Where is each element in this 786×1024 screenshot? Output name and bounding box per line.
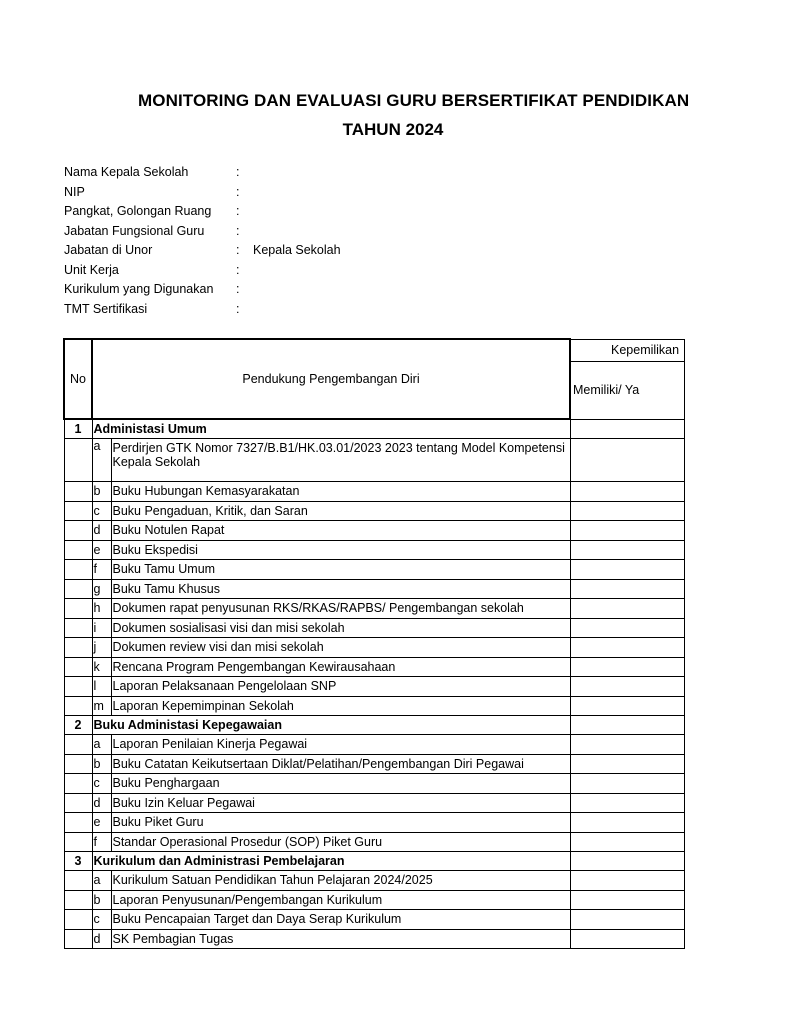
info-label: Nama Kepala Sekolah [64, 165, 189, 179]
item-text: Perdirjen GTK Nomor 7327/B.B1/HK.03.01/2023 2023 tentang Model Kompetensi Kepala Sekolah [111, 439, 570, 482]
item-text: SK Pembagian Tugas [111, 929, 570, 949]
ownership-cell[interactable] [570, 482, 684, 502]
info-colon: : [236, 282, 240, 296]
ownership-cell[interactable] [570, 560, 684, 580]
monitoring-table [63, 338, 685, 949]
item-letter: b [92, 890, 111, 910]
item-text: Buku Catatan Keikutsertaan Diklat/Pelatihan/Pengembangan Diri Pegawai [111, 754, 570, 774]
ownership-cell[interactable] [570, 696, 684, 716]
ownership-cell[interactable] [570, 540, 684, 560]
table-row [64, 521, 684, 541]
item-text: Buku Tamu Umum [111, 560, 570, 580]
item-letter: g [92, 579, 111, 599]
section-row [64, 852, 684, 871]
table-row [64, 793, 684, 813]
item-letter: j [92, 638, 111, 658]
table-row [64, 774, 684, 794]
ownership-cell[interactable] [570, 890, 684, 910]
item-text: Rencana Program Pengembangan Kewirausahaan [111, 657, 570, 677]
row-number-cell [64, 754, 92, 774]
section-title: Administasi Umum [92, 419, 570, 439]
ownership-cell[interactable] [570, 716, 684, 735]
table-row [64, 657, 684, 677]
row-number-cell [64, 599, 92, 619]
row-number-cell [64, 638, 92, 658]
item-text: Kurikulum Satuan Pendidikan Tahun Pelajaran 2024/2025 [111, 871, 570, 891]
page-title: MONITORING DAN EVALUASI GURU BERSERTIFIKAT PENDIDIKAN [138, 91, 690, 110]
item-text: Buku Ekspedisi [111, 540, 570, 560]
row-number-cell [64, 521, 92, 541]
info-colon: : [236, 262, 240, 277]
ownership-cell[interactable] [570, 657, 684, 677]
header-no: No [64, 339, 92, 419]
ownership-cell[interactable] [570, 832, 684, 852]
row-number-cell [64, 832, 92, 852]
row-number-cell [64, 735, 92, 755]
ownership-cell[interactable] [570, 638, 684, 658]
item-letter: c [92, 501, 111, 521]
ownership-cell[interactable] [570, 774, 684, 794]
item-text: Laporan Penyusunan/Pengembangan Kurikulum [111, 890, 570, 910]
row-number-cell [64, 657, 92, 677]
table-row [64, 540, 684, 560]
table-row [64, 560, 684, 580]
section-number: 3 [64, 852, 92, 871]
item-text: Buku Hubungan Kemasyarakatan [111, 482, 570, 502]
table-row [64, 813, 684, 833]
ownership-cell[interactable] [570, 910, 684, 930]
row-number-cell [64, 501, 92, 521]
header-pendukung: Pendukung Pengembangan Diri [92, 339, 570, 419]
ownership-cell[interactable] [570, 599, 684, 619]
table-row [64, 754, 684, 774]
info-label: Unit Kerja [64, 262, 119, 277]
row-number-cell [64, 910, 92, 930]
row-number-cell [64, 929, 92, 949]
row-number-cell [64, 871, 92, 891]
item-letter: b [92, 482, 111, 502]
table-row [64, 618, 684, 638]
row-number-cell [64, 579, 92, 599]
info-colon: : [236, 301, 240, 316]
item-text: Dokumen rapat penyusunan RKS/RKAS/RAPBS/ Pengembangan sekolah [111, 599, 570, 619]
item-letter: d [92, 929, 111, 949]
info-colon: : [236, 223, 240, 238]
ownership-cell[interactable] [570, 852, 684, 871]
item-text: Dokumen review visi dan misi sekolah [111, 638, 570, 658]
table-row [64, 929, 684, 949]
item-letter: c [92, 774, 111, 794]
ownership-cell[interactable] [570, 929, 684, 949]
item-letter: f [92, 832, 111, 852]
ownership-cell[interactable] [570, 735, 684, 755]
ownership-cell[interactable] [570, 501, 684, 521]
table-row [64, 579, 684, 599]
info-colon: : [236, 184, 240, 199]
item-text: Dokumen sosialisasi visi dan misi sekolah [111, 618, 570, 638]
ownership-cell[interactable] [570, 677, 684, 697]
row-number-cell [64, 540, 92, 560]
item-text: Standar Operasional Prosedur (SOP) Piket Guru [111, 832, 570, 852]
item-letter: m [92, 696, 111, 716]
row-number-cell [64, 774, 92, 794]
info-label: Jabatan Fungsional Guru [64, 223, 205, 238]
ownership-cell[interactable] [570, 618, 684, 638]
info-label: Kurikulum yang Digunakan [64, 282, 214, 296]
item-letter: h [92, 599, 111, 619]
row-number-cell [64, 618, 92, 638]
info-label: Jabatan di Unor [64, 243, 153, 257]
info-label: Pangkat, Golongan Ruang [64, 204, 212, 218]
row-number-cell [64, 482, 92, 502]
item-text: Laporan Pelaksanaan Pengelolaan SNP [111, 677, 570, 697]
item-text: Buku Penghargaan [111, 774, 570, 794]
info-label: NIP [64, 184, 85, 199]
ownership-cell[interactable] [570, 793, 684, 813]
item-letter: i [92, 618, 111, 638]
ownership-cell[interactable] [570, 439, 684, 482]
item-letter: a [92, 439, 111, 482]
ownership-cell[interactable] [570, 754, 684, 774]
item-text: Buku Notulen Rapat [111, 521, 570, 541]
row-number-cell [64, 439, 92, 482]
item-text: Buku Pengaduan, Kritik, dan Saran [111, 501, 570, 521]
row-number-cell [64, 696, 92, 716]
table-row [64, 501, 684, 521]
info-colon: : [236, 243, 240, 257]
row-number-cell [64, 813, 92, 833]
table-row [64, 910, 684, 930]
item-text: Buku Pencapaian Target dan Daya Serap Kurikulum [111, 910, 570, 930]
info-colon: : [236, 165, 240, 179]
info-label: TMT Sertifikasi [64, 301, 148, 316]
row-number-cell [64, 677, 92, 697]
section-row [64, 419, 684, 439]
item-text: Buku Izin Keluar Pegawai [111, 793, 570, 813]
item-letter: d [92, 521, 111, 541]
item-letter: l [92, 677, 111, 697]
table-row [64, 439, 684, 482]
item-text: Buku Tamu Khusus [111, 579, 570, 599]
info-value: Kepala Sekolah [253, 243, 341, 257]
table-row [64, 677, 684, 697]
table-row [64, 890, 684, 910]
item-letter: e [92, 813, 111, 833]
ownership-cell[interactable] [570, 871, 684, 891]
item-text: Buku Piket Guru [111, 813, 570, 833]
header-kepemilikan: Kepemilikan [570, 339, 684, 361]
section-number: 1 [64, 419, 92, 439]
item-letter: k [92, 657, 111, 677]
table-row [64, 735, 684, 755]
header-memiliki: Memiliki/ Ya [570, 361, 684, 419]
row-number-cell [64, 793, 92, 813]
ownership-cell[interactable] [570, 813, 684, 833]
item-letter: a [92, 871, 111, 891]
item-letter: b [92, 754, 111, 774]
row-number-cell [64, 560, 92, 580]
table-row [64, 638, 684, 658]
item-text: Laporan Kepemimpinan Sekolah [111, 696, 570, 716]
info-colon: : [236, 204, 240, 218]
ownership-cell[interactable] [570, 579, 684, 599]
page-subtitle: TAHUN 2024 [342, 120, 444, 139]
item-letter: d [92, 793, 111, 813]
table-body [64, 419, 684, 949]
table-row [64, 696, 684, 716]
section-title: Buku Administasi Kepegawaian [92, 716, 570, 735]
ownership-cell[interactable] [570, 419, 684, 439]
item-letter: f [92, 560, 111, 580]
item-text: Laporan Penilaian Kinerja Pegawai [111, 735, 570, 755]
section-title: Kurikulum dan Administrasi Pembelajaran [92, 852, 570, 871]
table-row [64, 832, 684, 852]
item-letter: c [92, 910, 111, 930]
item-letter: a [92, 735, 111, 755]
ownership-cell[interactable] [570, 521, 684, 541]
item-letter: e [92, 540, 111, 560]
table-row [64, 871, 684, 891]
row-number-cell [64, 890, 92, 910]
table-row [64, 599, 684, 619]
section-number: 2 [64, 716, 92, 735]
table-row [64, 482, 684, 502]
section-row [64, 716, 684, 735]
